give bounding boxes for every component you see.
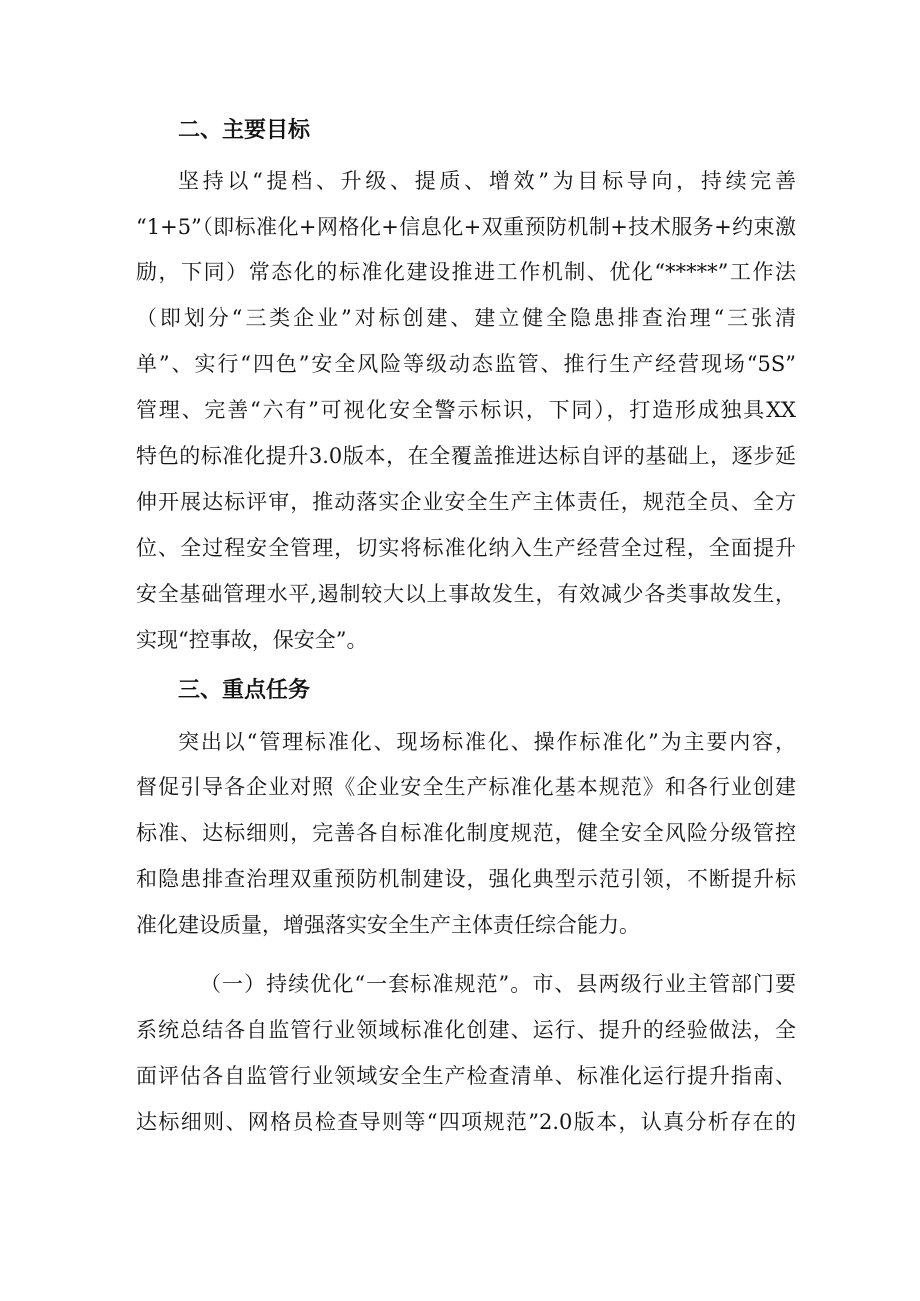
paragraph-line: 标准、达标细则，完善各自标准化制度规范，健全安全风险分级管控 [136,821,796,845]
paragraph-line: “1+5”（即标准化+网格化+信息化+双重预防机制+技术服务+约束激 [136,215,796,239]
paragraph-line: 突出以“管理标准化、现场标准化、操作标准化”为主要内容， [178,730,796,754]
paragraph-line: 面评估各自监管行业领域安全生产检查清单、标准化运行提升指南、 [136,1064,796,1088]
paragraph-line: 安全基础管理水平,遏制较大以上事故发生，有效减少各类事故发生， [136,582,796,606]
paragraph-line: 励，下同）常态化的标准化建设推进工作机制、优化“*****”工作法 [136,260,796,284]
paragraph-line: 准化建设质量，增强落实安全生产主体责任综合能力。 [136,913,640,937]
paragraph-line: 管理、完善“六有”可视化安全警示标识，下同），打造形成独具XX [136,398,796,422]
paragraph-line: 坚持以“提档、升级、提质、增效”为目标导向，持续完善 [178,169,796,193]
paragraph-line: 特色的标准化提升3.0版本，在全覆盖推进达标自评的基础上，逐步延 [136,444,796,468]
section-heading-main-goals: 二、主要目标 [178,118,311,143]
paragraph-line: 实现“控事故，保安全”。 [136,628,368,652]
paragraph-line: 位、全过程安全管理，切实将标准化纳入生产经营全过程，全面提升 [136,536,796,560]
paragraph-line: 系统总结各自监管行业领域标准化创建、运行、提升的经验做法，全 [136,1018,796,1042]
paragraph-line: 伸开展达标评审，推动落实企业安全生产主体责任，规范全员、全方 [136,490,796,514]
section-heading-key-tasks: 三、重点任务 [178,678,311,703]
paragraph-line: 和隐患排查治理双重预防机制建设，强化典型示范引领，不断提升标 [136,867,796,891]
paragraph-line: （即划分“三类企业”对标创建、建立健全隐患排查治理“三张清 [136,306,796,330]
paragraph-line: 达标细则、网格员检查导则等“四项规范”2.0版本，认真分析存在的 [136,1110,796,1134]
subsection-heading-line: （一）持续优化“一套标准规范”。市、县两级行业主管部门要 [200,972,796,996]
paragraph-line: 单”、实行“四色”安全风险等级动态监管、推行生产经营现场“5S” [136,352,796,376]
paragraph-line: 督促引导各企业对照《企业安全生产标准化基本规范》和各行业创建 [136,775,796,799]
